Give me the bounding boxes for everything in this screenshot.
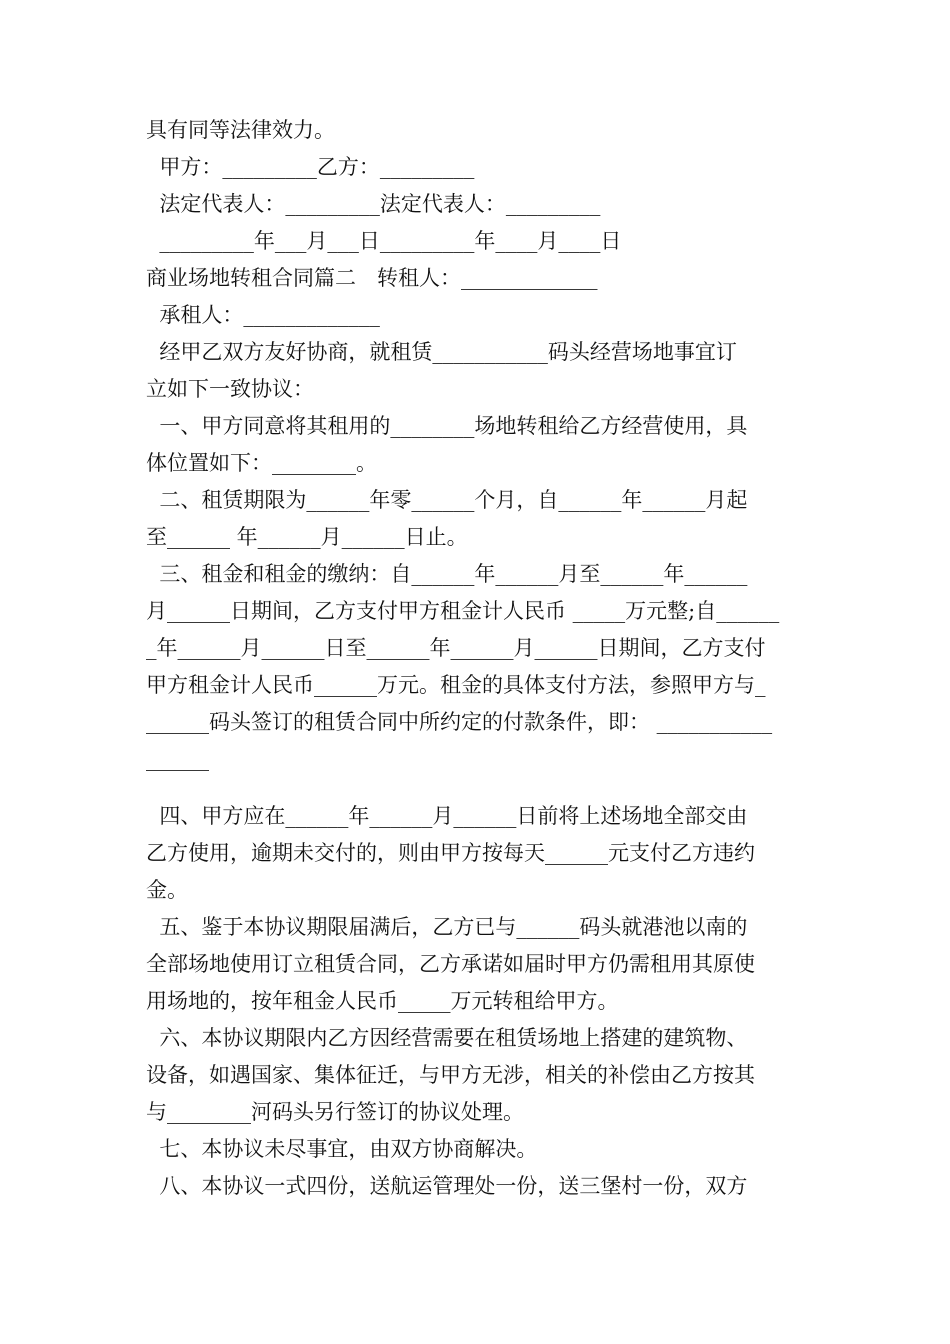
text-line: _年______月______日至______年______月______日期间，乙方支付 — [146, 636, 766, 660]
text-line: _________年___月___日_________年____月____日 — [146, 229, 622, 253]
text-line: 二、租赁期限为______年零______个月，自______年______月起 — [146, 488, 748, 512]
text-line: 用场地的，按年租金人民币_____万元转租给甲方。 — [146, 989, 619, 1013]
text-line: 甲方租金计人民币______万元。租金的具体支付方法，参照甲方与_ — [146, 673, 766, 697]
text-line: 乙方使用，逾期未交付的，则由甲方按每天______元支付乙方违约 — [146, 841, 755, 865]
text-line: 具有同等法律效力。 — [146, 118, 335, 142]
text-line: 月______日期间，乙方支付甲方租金计人民币 _____万元整;自______ — [146, 599, 780, 623]
text-line: ______ — [146, 747, 209, 771]
document-page — [146, 112, 810, 1205]
text-line: 体位置如下：________。 — [146, 451, 377, 475]
text-line: 六、本协议期限内乙方因经营需要在租赁场地上搭建的建筑物、 — [146, 1026, 748, 1050]
text-line: 立如下一致协议： — [146, 377, 314, 401]
text-line: 四、甲方应在______年______月______日前将上述场地全部交由 — [146, 804, 748, 828]
text-line: 经甲乙双方友好协商，就租赁___________码头经营场地事宜订 — [146, 340, 737, 364]
text-line: 金。 — [146, 878, 188, 902]
text-line: 甲方：_________乙方：_________ — [146, 155, 475, 179]
paragraph-gap — [146, 778, 810, 798]
text-line: 五、鉴于本协议期限届满后，乙方已与______码头就港池以南的 — [146, 915, 748, 939]
text-line: ______码头签订的租赁合同中所约定的付款条件，即： ___________ — [146, 710, 773, 734]
text-line: 全部场地使用订立租赁合同，乙方承诺如届时甲方仍需租用其原使 — [146, 952, 755, 976]
text-line: 七、本协议未尽事宜，由双方协商解决。 — [146, 1137, 538, 1161]
text-line: 一、甲方同意将其租用的________场地转租给乙方经营使用，具 — [146, 414, 748, 438]
text-line: 八、本协议一式四份，送航运管理处一份，送三堡村一份，双方 — [146, 1174, 748, 1198]
text-line: 法定代表人：_________法定代表人：_________ — [146, 192, 601, 216]
text-line: 至______ 年______月______日止。 — [146, 525, 468, 549]
text-line: 与________河码头另行签订的协议处理。 — [146, 1100, 524, 1124]
text-line: 三、租金和租金的缴纳：自______年______月至______年______ — [146, 562, 748, 586]
text-line: 承租人：_____________ — [146, 303, 380, 327]
text-line: 商业场地转租合同篇二 转租人：_____________ — [146, 266, 598, 290]
text-line: 设备，如遇国家、集体征迁，与甲方无涉，相关的补偿由乙方按其 — [146, 1063, 755, 1087]
